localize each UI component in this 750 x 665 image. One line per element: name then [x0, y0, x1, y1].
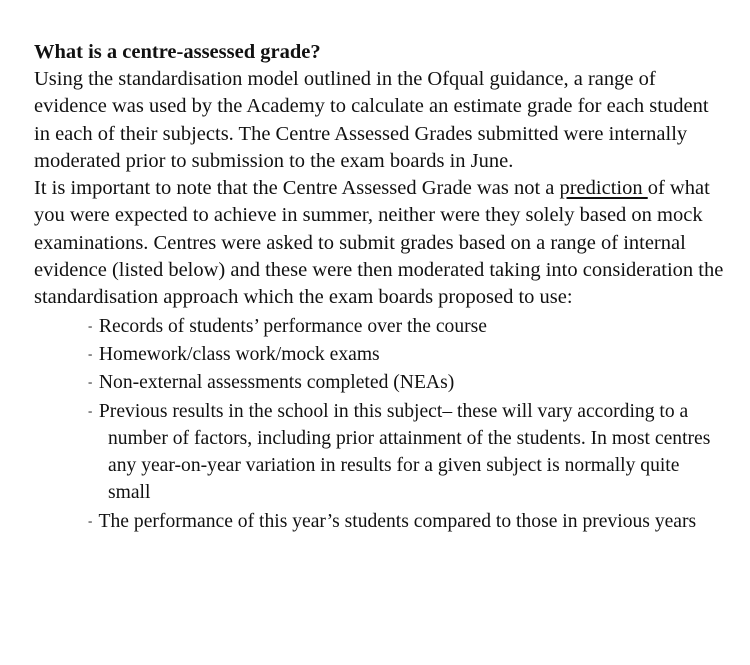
paragraph-cag-note-start: It is important to note that the Centre Assessed Grade was not a — [34, 177, 560, 200]
list-item-text: Previous results in the school in this subject– these will vary according to a number of factors, including prior attainment of the students. In most centres any year-on-year variation in results for a given subject is normally quite small — [98, 400, 711, 504]
paragraph-cag-note-end: of what you were expected to achieve in summer, neither were they solely based on mock examinations. Centres were asked to submit grades based on a range of internal evidence (listed below) and these were then moderated taking into consideration the standardisation approach which the exam boards proposed to use: — [34, 177, 724, 309]
bullet-dash: - — [88, 512, 93, 528]
document-body — [34, 39, 724, 535]
section-heading: What is a centre-assessed grade? — [34, 41, 321, 63]
list-item-text: Homework/class work/mock exams — [98, 343, 380, 365]
list-item — [34, 340, 724, 368]
evidence-list — [34, 312, 724, 535]
list-item — [34, 312, 724, 340]
list-item-text: The performance of this year’s students compared to those in previous years — [98, 510, 697, 532]
paragraph-cag-note — [34, 175, 724, 311]
bullet-dash: - — [88, 345, 93, 361]
list-item — [34, 368, 724, 396]
list-item — [34, 507, 724, 535]
bullet-dash: - — [88, 374, 93, 390]
list-item — [34, 397, 724, 507]
bullet-dash: - — [88, 402, 93, 418]
underlined-word-prediction: prediction — [559, 177, 648, 200]
bullet-dash: - — [88, 317, 93, 333]
paragraph-standardisation-model: Using the standardisation model outlined in the Ofqual guidance, a range of evidence was used by the Academy to calculate an estimate grade for each student in each of their subjects. The Centre Assessed Grades submitted were internally moderated prior to submission to the exam boards in June. — [34, 68, 709, 172]
list-item-text: Non-external assessments completed (NEAs) — [98, 372, 455, 394]
list-item-text: Records of students’ performance over the course — [98, 315, 488, 337]
